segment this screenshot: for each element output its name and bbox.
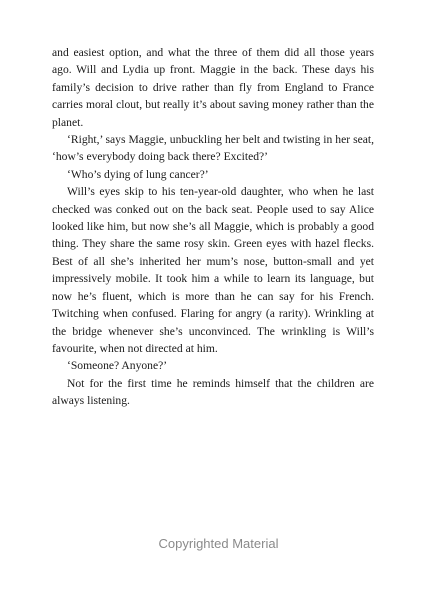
paragraph-2: ‘Right,’ says Maggie, unbuckling her belt and twisting in her seat, ‘how’s everybody doing back there? Excited?’ <box>52 133 374 164</box>
paragraph-3: ‘Who’s dying of lung cancer?’ <box>67 167 209 181</box>
paragraph-6: Not for the first time he reminds himself that the children are always listening. <box>52 376 374 408</box>
paragraph-4: Will’s eyes skip to his ten-year-old daughter, who when he last checked was conked out on the back seat. People used to say Alice looked like him, but now she’s all Maggie, which is probably a good thing. They share the same rosy skin. Green eyes with hazel flecks. Best of all she’s inherited her mum’s nose, button-small and yet impressively mobile. It took him a while to learn its language, but now he’s fluent, which is more than he can say for his French. Twitching when confused. Flaring for angry (a rarity). Wrinkling at the bridge whenever she’s unconvinced. The wrinkling is Will’s favourite, when not directed at him. <box>52 185 374 355</box>
paragraph-5: ‘Someone? Anyone?’ <box>67 359 168 373</box>
body-text <box>52 44 374 410</box>
paragraph-1: and easiest option, and what the three of them did all those years ago. Will and Lydia up front. Maggie in the back. These days his family’s decision to drive rather than fly from England to France carries moral clout, but really it’s about saving money rather than the planet. <box>52 46 374 129</box>
copyright-watermark: Copyrighted Material <box>158 536 279 551</box>
